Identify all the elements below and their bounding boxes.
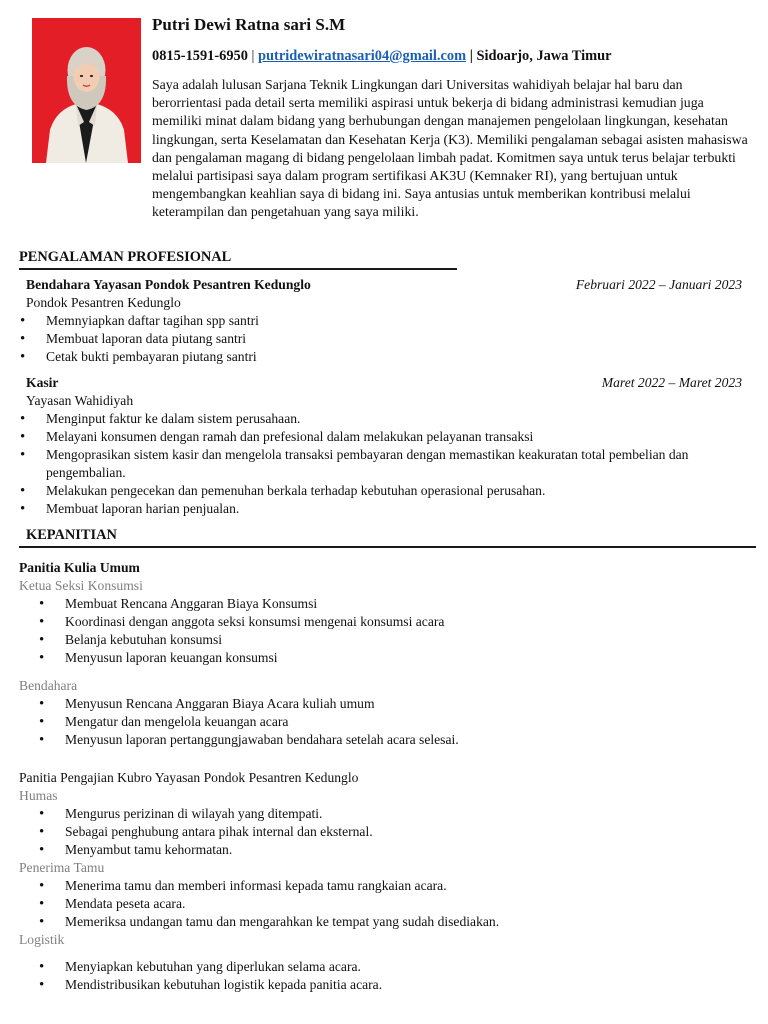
list-item: • Koordinasi dengan anggota seksi konsumsi mengenai konsumsi acara [19,613,759,631]
committee-section-title: KEPANITIAN [26,527,117,543]
section-divider [19,268,457,270]
list-item: • Belanja kebutuhan konsumsi [19,631,759,649]
list-item: • Cetak bukti pembayaran piutang santri [0,348,742,366]
list-item: • Menginput faktur ke dalam sistem perusahaan. [0,410,716,428]
list-item: • Menyiapkan kebutuhan yang diperlukan selama acara. [19,958,759,976]
list-item: • Menerima tamu dan memberi informasi kepada tamu rangkaian acara. [19,877,759,895]
list-item: • Menyusun laporan pertanggungjawaban bendahara setelah acara selesai. [19,731,759,749]
section-divider [19,546,756,548]
list-item: • Menyusun laporan keuangan konsumsi [19,649,759,667]
contact-line [152,47,611,65]
job-date: Maret 2022 – Maret 2023 [601,375,742,390]
role-title: Ketua Seksi Konsumsi [19,578,143,593]
contact-separator: | [469,48,473,64]
list-item: • Melakukan pengecekan dan pemenuhan berkala terhadap kebutuhan operasional perusahan. [0,482,716,500]
job-organization: Yayasan Wahidiyah [26,393,134,408]
job-entry [26,374,742,518]
list-item: • Menyusun Rencana Anggaran Biaya Acara kuliah umum [19,695,759,713]
event-title: Panitia Kulia Umum [19,560,140,575]
list-item: • Menyambut tamu kehormatan. [19,841,759,859]
contact-separator: | [251,48,255,64]
role-title: Penerima Tamu [19,860,105,875]
profile-summary: Saya adalah lulusan Sarjana Teknik Lingkungan dari Universitas wahidiyah belajar hal baru dan berorrientasi pada detail serta memiliki aspirasi untuk bekerja di bidang administrasi kemudian juga memiliki minat dalam bidang yang berhubungan dengan manajemen pengelolaan lingkungan, kesehatan lingkungan, serta Keselamatan dan Kesehatan Kerja (K3). Memiliki pengalaman sebagai asisten mahasiswa dan pengalaman magang di bidang pengelolaan limbah padat. Komitmen saya untuk terus belajar terbukti melalui partisipasi saya dalam program sertifikasi AK3U (Kemnaker RI), yang bertujuan untuk mengembangkan keahlian saya di bidang ini. Saya antusias untuk memberikan kontribusi melalui keterampilan dan pengetahuan yang saya miliki. [152,77,748,220]
role-title: Humas [19,788,58,803]
list-item: • Mengurus perizinan di wilayah yang ditempati. [19,805,759,823]
job-title: Kasir [26,375,59,390]
list-item: • Sebagai penghubung antara pihak internal dan eksternal. [19,823,759,841]
job-entry [26,276,742,366]
list-item: • Memeriksa undangan tamu dan mengarahkan ke tempat yang sudah disediakan. [19,913,759,931]
list-item: • Mengatur dan mengelola keuangan acara [19,713,759,731]
committee-event [19,769,759,994]
list-item: • Membuat laporan harian penjualan. [0,500,716,518]
list-item: • Melayani konsumen dengan ramah dan prefesional dalam melakukan pelayanan transaksi [0,428,716,446]
list-item: • Membuat Rencana Anggaran Biaya Konsumsi [19,595,759,613]
list-item: • Membuat laporan data piutang santri [0,330,742,348]
list-item: • Mendata peseta acara. [19,895,759,913]
job-title: Bendahara Yayasan Pondok Pesantren Kedunglo [26,277,311,292]
candidate-name: Putri Dewi Ratna sari S.M [152,15,346,34]
person-portrait-icon [32,18,141,163]
role-title: Logistik [19,932,65,947]
location: Sidoarjo, Jawa Timur [476,48,612,64]
phone-number: 0815-1591-6950 [152,48,248,64]
list-item: • Mendistribusikan kebutuhan logistik kepada panitia acara. [19,976,759,994]
list-item: • Memnyiapkan daftar tagihan spp santri [0,312,742,330]
role-title: Bendahara [19,678,78,693]
experience-section-title: PENGALAMAN PROFESIONAL [19,249,232,265]
event-title: Panitia Pengajian Kubro Yayasan Pondok Pesantren Kedunglo [19,770,359,785]
profile-photo [32,18,141,163]
list-item: • Mengoprasikan sistem kasir dan mengelola transaksi pembayaran dengan memastikan keakuratan total pembelian dan pengembalian. [0,446,716,482]
job-date: Februari 2022 – Januari 2023 [575,277,742,292]
committee-event [19,559,759,749]
job-organization: Pondok Pesantren Kedunglo [26,295,181,310]
email-link[interactable]: putridewiratnasari04@gmail.com [258,48,467,64]
